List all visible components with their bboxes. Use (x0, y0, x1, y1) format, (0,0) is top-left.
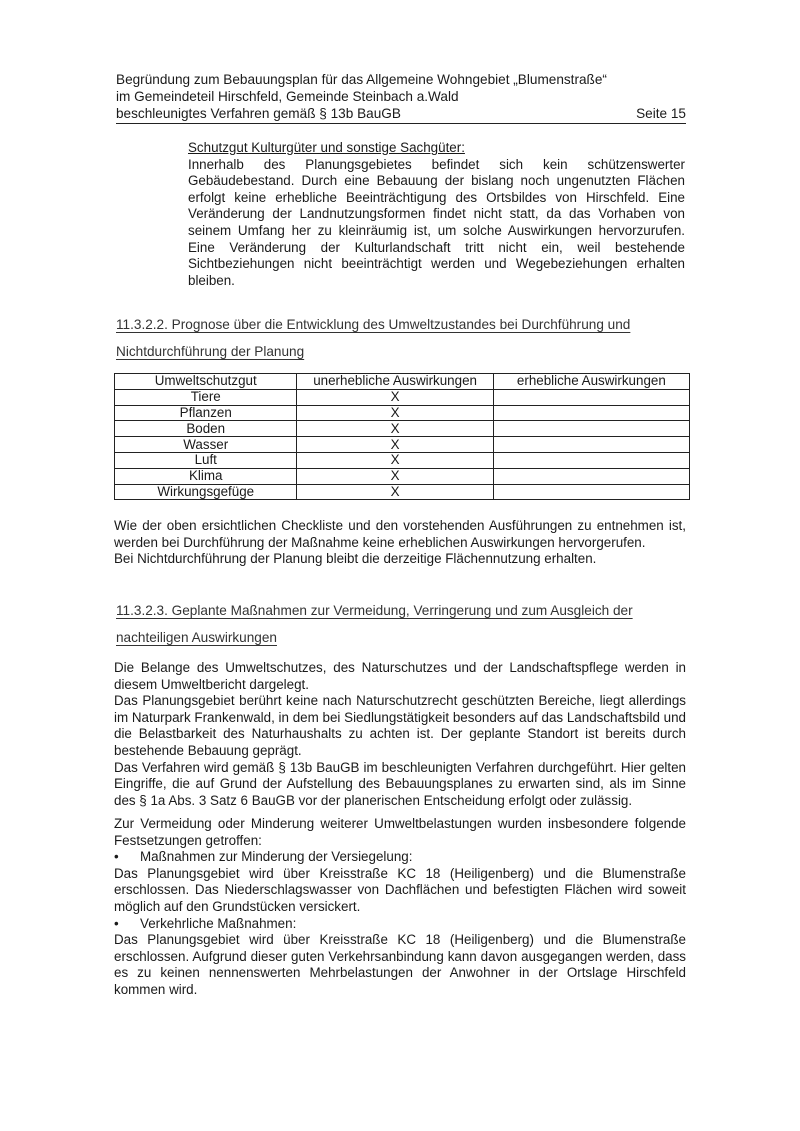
table-header-cell: Umweltschutzgut (115, 374, 297, 390)
heading-prognose (116, 316, 696, 360)
table-cell (493, 405, 689, 421)
bullet-symbol: • (114, 849, 119, 865)
table-row (115, 452, 690, 468)
table-cell (493, 437, 689, 453)
heading-massnahmen-line2: nachteiligen Auswirkungen (116, 630, 277, 645)
body-paragraph: Zur Vermeidung oder Minderung weiterer Umweltbelastungen wurden insbesondere folgende Festsetzungen getroffen: (114, 816, 686, 848)
header-title-line1: Begründung zum Bebauungsplan für das Allgemeine Wohngebiet „Blumenstraße“ (116, 72, 607, 87)
table-cell (493, 389, 689, 405)
heading-prognose-line2: Nichtdurchführung der Planung (116, 344, 305, 359)
table-header-cell: erhebliche Auswirkungen (493, 374, 689, 390)
kultur-section (188, 140, 685, 289)
body-paragraph: Das Planungsgebiet berührt keine nach Naturschutzrecht geschützten Bereiche, liegt allerdings im Naturpark Frankenwald, in dem bei Siedlungstätigkeit besonders auf das Landschaftsbild und die Belastbarkeit des Naturhaushalts zu achten ist. Der geplante Standort ist bereits durch bestehende Bebauung geprägt. (114, 693, 686, 758)
after-table-paragraph: Wie der oben ersichtlichen Checkliste und den vorstehenden Ausführungen zu entnehmen ist, werden bei Durchführung der Maßnahme keine erheblichen Auswirkungen hervorgerufen. (114, 518, 686, 550)
table-cell (493, 484, 689, 500)
body-paragraph: Das Planungsgebiet wird über Kreisstraße KC 18 (Heiligenberg) und die Blumenstraße erschlossen. Aufgrund dieser guten Verkehrsanbindung kann davon ausgegangen werden, dass es zu keinen nennenswerten Mehrbelastungen der Anwohner in der Ortslage Hirschfeld kommen wird. (114, 932, 686, 997)
table-cell (493, 421, 689, 437)
table-cell (493, 452, 689, 468)
table-row (115, 421, 690, 437)
table-cell: X (297, 405, 493, 421)
table-cell: Tiere (115, 389, 297, 405)
bullet-symbol: • (114, 915, 119, 931)
table-cell: X (297, 452, 493, 468)
bullet-text: Maßnahmen zur Minderung der Versiegelung: (140, 849, 413, 865)
table-cell: X (297, 484, 493, 500)
table-row (115, 389, 690, 405)
kultur-text: Innerhalb des Planungsgebietes befindet sich kein schützenswerter Gebäudebestand. Durch eine Bebauung der bislang noch ungenutzten Flächen erfolgt keine erhebliche Beeinträchtigung des Ortsbildes von Hirschfeld. Eine Veränderung der Landnutzungsformen findet nicht statt, da das Vorhaben von seinem Umfang her zu kleinräumig ist, um solche Auswirkungen hervorzurufen. Eine Veränderung der Kulturlandschaft tritt nicht ein, weil bestehende Sichtbeziehungen nicht beeinträchtigt werden und Wegebeziehungen erhalten bleiben. (188, 156, 685, 288)
table-cell: Boden (115, 421, 297, 437)
table-row (115, 468, 690, 484)
header-title-line2: im Gemeindeteil Hirschfeld, Gemeinde Steinbach a.Wald (116, 89, 459, 104)
table-row (115, 405, 690, 421)
table-header-row (115, 374, 690, 390)
table-row (115, 484, 690, 500)
after-table-text (114, 518, 686, 568)
heading-prognose-line1: 11.3.2.2. Prognose über die Entwicklung des Umweltzustandes bei Durchführung und (116, 317, 631, 332)
table-cell: X (297, 468, 493, 484)
page-number: Seite 15 (636, 106, 686, 121)
table-cell: Wirkungsgefüge (115, 484, 297, 500)
body-section-1 (114, 660, 686, 809)
page-header (116, 71, 686, 124)
after-table-paragraph: Bei Nichtdurchführung der Planung bleibt die derzeitige Flächennutzung erhalten. (114, 551, 597, 567)
body-paragraph: Die Belange des Umweltschutzes, des Naturschutzes und der Landschaftspflege werden in diesem Umweltbericht dargelegt. (114, 660, 686, 692)
impact-table (114, 373, 690, 500)
table-cell: Pflanzen (115, 405, 297, 421)
kultur-title: Schutzgut Kulturgüter und sonstige Sachgüter: (188, 140, 465, 155)
body-section-2 (114, 816, 686, 999)
table-cell: X (297, 421, 493, 437)
heading-massnahmen-line1: 11.3.2.3. Geplante Maßnahmen zur Vermeidung, Verringerung und zum Ausgleich der (116, 603, 633, 618)
table-cell: Wasser (115, 437, 297, 453)
heading-massnahmen (116, 602, 696, 646)
table-cell: Klima (115, 468, 297, 484)
header-procedure: beschleunigtes Verfahren gemäß § 13b BauGB (116, 106, 401, 121)
table-header-cell: unerhebliche Auswirkungen (297, 374, 493, 390)
bullet-text: Verkehrliche Maßnahmen: (140, 915, 297, 931)
table-cell: Luft (115, 452, 297, 468)
table-cell (493, 468, 689, 484)
bullet-item (114, 849, 686, 866)
body-paragraph: Das Planungsgebiet wird über Kreisstraße KC 18 (Heiligenberg) und die Blumenstraße erschlossen. Das Niederschlagswasser von Dachflächen und befestigten Flächen wird soweit möglich auf den Grundstücken versickert. (114, 865, 686, 914)
table-cell: X (297, 389, 493, 405)
body-paragraph: Das Verfahren wird gemäß § 13b BauGB im beschleunigten Verfahren durchgeführt. Hier gelten Eingriffe, die auf Grund der Aufstellung des Bebauungsplanes zu erwarten sind, als im Sinne des § 1a Abs. 3 Satz 6 BauGB vor der planerischen Entscheidung erfolgt oder zulässig. (114, 759, 686, 808)
header-line3 (116, 105, 686, 124)
bullet-item (114, 916, 686, 933)
table-row (115, 437, 690, 453)
table-cell: X (297, 437, 493, 453)
